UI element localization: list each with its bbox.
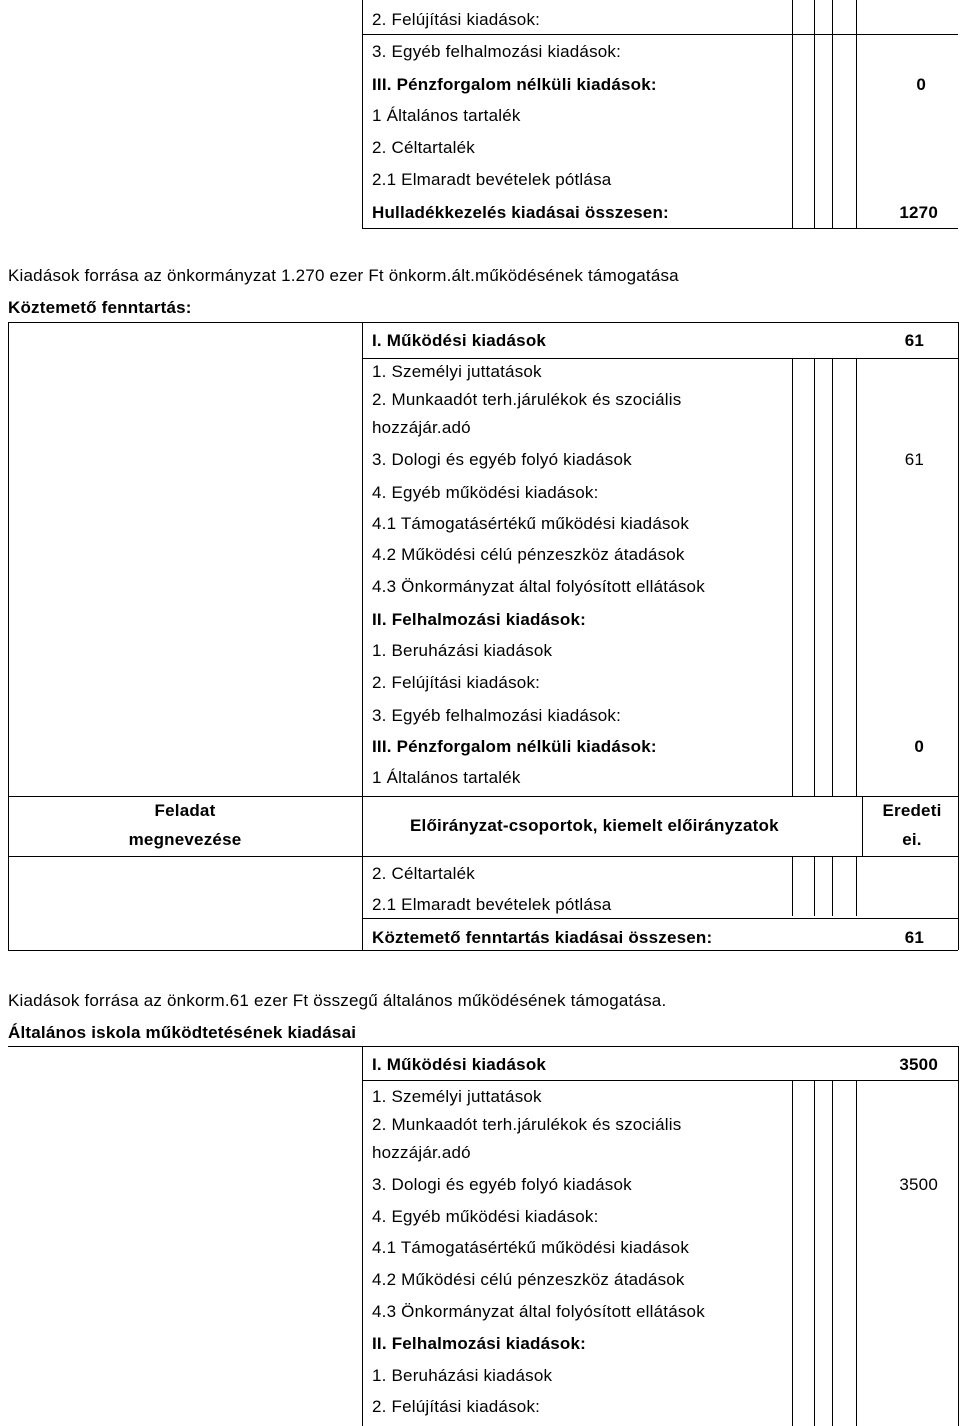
- row-label: 4.1 Támogatásértékű működési kiadások: [372, 514, 690, 533]
- row-label: I. Működési kiadások: [372, 331, 547, 350]
- row-label: 1. Személyi juttatások: [372, 1087, 542, 1106]
- row-label: 3. Egyéb felhalmozási kiadások:: [372, 706, 622, 725]
- section-title: Általános iskola működtetésének kiadásai: [8, 1023, 357, 1042]
- row-value: 3500: [899, 1175, 938, 1194]
- row-label: III. Pénzforgalom nélküli kiadások:: [372, 737, 657, 756]
- row-label: hozzájár.adó: [372, 1143, 471, 1162]
- row-total-value: 1270: [899, 203, 938, 222]
- row-label: 2. Felújítási kiadások:: [372, 673, 541, 692]
- row-label: 1 Általános tartalék: [372, 768, 521, 787]
- row-label: 2. Munkaadót terh.járulékok és szociális: [372, 390, 682, 409]
- row-label: 2. Felújítási kiadások:: [372, 1397, 541, 1416]
- row-label: 2. Felújítási kiadások:: [372, 10, 541, 29]
- row-value: 0: [914, 737, 924, 756]
- header-original-budget-2: ei.: [902, 830, 922, 849]
- row-label: 2.1 Elmaradt bevételek pótlása: [372, 170, 612, 189]
- row-label: 3. Dologi és egyéb folyó kiadások: [372, 450, 632, 469]
- row-label: 1 Általános tartalék: [372, 106, 521, 125]
- header-original-budget: Eredeti: [882, 801, 942, 820]
- header-appropriation-groups: Előirányzat-csoportok, kiemelt előirányzatok: [410, 816, 779, 835]
- row-label: 3. Egyéb felhalmozási kiadások:: [372, 42, 622, 61]
- header-task-name: Feladat: [154, 801, 216, 820]
- funding-note: Kiadások forrása az önkormányzat 1.270 ezer Ft önkorm.ált.működésének támogatása: [8, 266, 679, 285]
- row-label: I. Működési kiadások: [372, 1055, 547, 1074]
- row-label: hozzájár.adó: [372, 418, 471, 437]
- row-value: 0: [916, 75, 926, 94]
- row-value: 61: [904, 331, 924, 350]
- row-value: 3500: [899, 1055, 938, 1074]
- row-label: 4.2 Működési célú pénzeszköz átadások: [372, 1270, 685, 1289]
- row-label: III. Pénzforgalom nélküli kiadások:: [372, 75, 657, 94]
- row-label: 4.2 Működési célú pénzeszköz átadások: [372, 545, 685, 564]
- row-label: 4. Egyéb működési kiadások:: [372, 483, 599, 502]
- row-label: 1. Beruházási kiadások: [372, 641, 553, 660]
- row-label: 1. Személyi juttatások: [372, 362, 542, 381]
- row-total-label: Hulladékkezelés kiadásai összesen:: [372, 203, 669, 222]
- row-label: II. Felhalmozási kiadások:: [372, 1334, 586, 1353]
- row-label: 4.1 Támogatásértékű működési kiadások: [372, 1238, 690, 1257]
- row-label: II. Felhalmozási kiadások:: [372, 610, 586, 629]
- row-label: 2. Munkaadót terh.járulékok és szociális: [372, 1115, 682, 1134]
- row-label: 2. Céltartalék: [372, 138, 475, 157]
- row-value: 61: [904, 450, 924, 469]
- funding-note: Kiadások forrása az önkorm.61 ezer Ft összegű általános működésének támogatása.: [8, 991, 667, 1010]
- row-label: 4.3 Önkormányzat által folyósított ellátások: [372, 577, 705, 596]
- row-label: 3. Dologi és egyéb folyó kiadások: [372, 1175, 632, 1194]
- row-label: 4.3 Önkormányzat által folyósított ellátások: [372, 1302, 705, 1321]
- row-total-value: 61: [904, 928, 924, 947]
- section-title: Köztemető fenntartás:: [8, 298, 192, 317]
- row-label: 1. Beruházási kiadások: [372, 1366, 553, 1385]
- row-label: 4. Egyéb működési kiadások:: [372, 1207, 599, 1226]
- header-task-name-2: megnevezése: [128, 830, 242, 849]
- row-label: 2.1 Elmaradt bevételek pótlása: [372, 895, 612, 914]
- row-total-label: Köztemető fenntartás kiadásai összesen:: [372, 928, 713, 947]
- row-label: 2. Céltartalék: [372, 864, 475, 883]
